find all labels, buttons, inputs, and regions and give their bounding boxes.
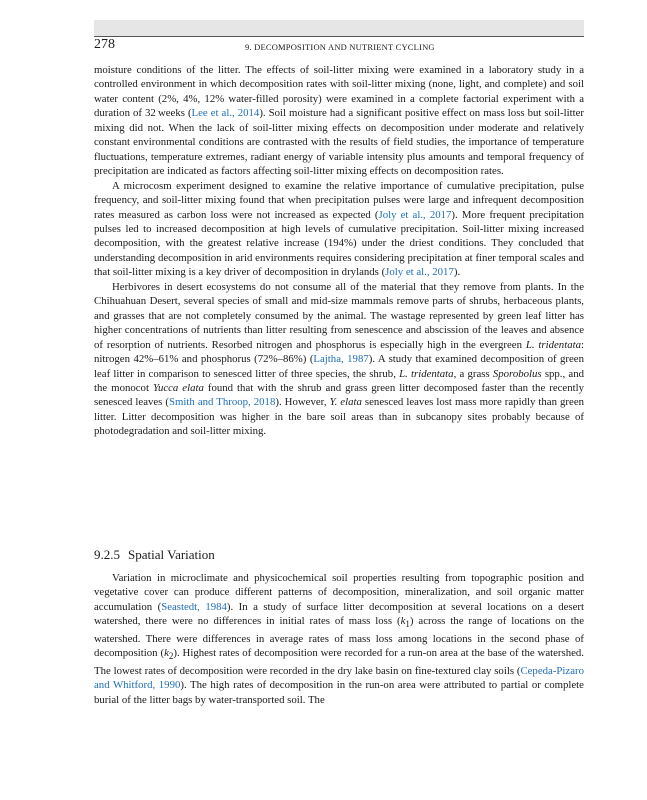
text-span: ). However, [275, 396, 330, 409]
text-span: ). In a study of surface litter decomposition at several locations on a desert watershed, there were no differences in initial rates of mass loss ( [94, 600, 584, 628]
running-head: 9. DECOMPOSITION AND NUTRIENT CYCLING [245, 42, 435, 52]
section-number: 9.2.5 [94, 547, 120, 562]
text-span: A microcosm experiment designed to examine the relative importance of cumulative precipitation, pulse frequency, and soil-litter mixing found that when precipitation pulses were large and infrequent decomposition rates measured as carbon loss were not increased as expected ( [94, 179, 584, 221]
citation-link[interactable]: Lajtha, 1987 [313, 353, 369, 366]
text-span: spp., and the monocot [94, 367, 584, 394]
species-name: Yucca elata [152, 381, 204, 394]
species-name: Sporobolus [492, 367, 542, 380]
text-span: ). [453, 266, 461, 279]
paragraph-1 [94, 63, 584, 179]
header-band [94, 20, 584, 36]
section-heading [94, 547, 215, 563]
text-span: ). A study that examined decomposition of green leaf litter in comparison to senesced litter of three species, the shrub, [94, 353, 584, 380]
page-number: 278 [94, 37, 115, 52]
citation-link[interactable]: Cepeda-Pizaro and Whitford, 1990 [94, 665, 584, 692]
citation-link[interactable]: Lee et al., 2014 [191, 107, 260, 120]
text-span: found that with the shrub and grass green litter decomposed faster than the recently senesced leaves ( [94, 381, 584, 409]
species-name: Y. elata [329, 396, 362, 409]
text-span: Variation in microclimate and physicochemical soil properties resulting from topographic position and vegetative cover can produce different patterns of decomposition, mineralization, and soil organic matter accumulation ( [94, 572, 584, 613]
text-span: moisture conditions of the litter. The effects of soil-litter mixing were examined in a laboratory study in a controlled environment in which decomposition rates with soil-litter mixing (none, light, and complete) and soil water content (2%, 4%, 12% water-filled porosity) were examined in a complete factorial experiment with a duration of 32 weeks ( [94, 64, 584, 120]
species-name: L. tridentata [525, 338, 581, 351]
header-rule [94, 36, 584, 37]
text-span: ). More frequent precipitation pulses led to increased decomposition at high levels of cumulative precipitation. Soil-litter mixing increased decomposition, with the greatest relative increase (194%) under the driest conditions. They concluded that understanding decomposition in arid environments requires considering precipitation at finer temporal scales and that soil-litter mixing is a key driver of decomposition in drylands ( [94, 208, 584, 279]
math-symbol: k [400, 615, 406, 628]
body-text-lower [94, 571, 584, 707]
paragraph-3 [94, 280, 584, 439]
text-span: : nitrogen 42%–61% and phosphorus (72%–86%) ( [94, 338, 584, 366]
citation-link[interactable]: Joly et al., 2017 [385, 266, 454, 279]
citation-link[interactable]: Seastedt, 1984 [161, 600, 227, 613]
math-subscript: 2 [168, 651, 174, 662]
text-span: ). Highest rates of decomposition were recorded for a run-on area at the base of the watershed. The lowest rates of decomposition were recorded in the dry lake basin on fine-textured clay soils ( [94, 647, 584, 678]
math-subscript: 1 [405, 619, 410, 630]
section-title: Spatial Variation [128, 547, 215, 562]
text-span: , a grass [453, 367, 493, 380]
text-span: ). The high rates of decomposition in the run-on area were attributed to partial or complete burial of the litter bags by water-transported soil. The [94, 679, 584, 706]
citation-link[interactable]: Joly et al., 2017 [378, 208, 452, 221]
text-span: ). Soil moisture had a significant positive effect on mass loss but soil-litter mixing did not. When the lack of soil-litter mixing effects on decomposition under moderate and relatively constant environmental conditions are contrasted with the results of field studies, the importance of temperature fluctuations, temperature extremes, radiant energy of variable intensity plus amounts and temporal frequency of precipitation are indicated as factors affecting soil-litter mixing effects on decomposition rates. [94, 107, 584, 178]
text-span: senesced leaves lost mass more rapidly than green litter. Litter decomposition was higher in the bare soil areas than in subcanopy sites probably because of photodegradation and soil-litter mixing. [94, 396, 585, 438]
text-span: ) across the range of locations on the watershed. There were differences in average rates of mass loss among locations in the second phase of decomposition ( [94, 615, 584, 660]
citation-link[interactable]: Smith and Throop, 2018 [169, 396, 276, 409]
text-span: Herbivores in desert ecosystems do not consume all of the material that they remove from plants. In the Chihuahuan Desert, several species of small and mid-size mammals remove parts of shrubs, herbaceous plants, and grasses that are not completely consumed by the animal. The wastage represented by green leaf litter has higher concentrations of nutrients than litter resulting from senescence and abscission of the leaves and absence of resorption of nutrients. Resorbed nitrogen and phosphorus is especially high in the evergreen [94, 280, 584, 351]
body-text-upper [94, 63, 584, 439]
paragraph-4 [94, 571, 584, 707]
species-name: L. tridentata [399, 367, 454, 380]
paragraph-2 [94, 179, 584, 280]
math-symbol: k [164, 647, 169, 660]
